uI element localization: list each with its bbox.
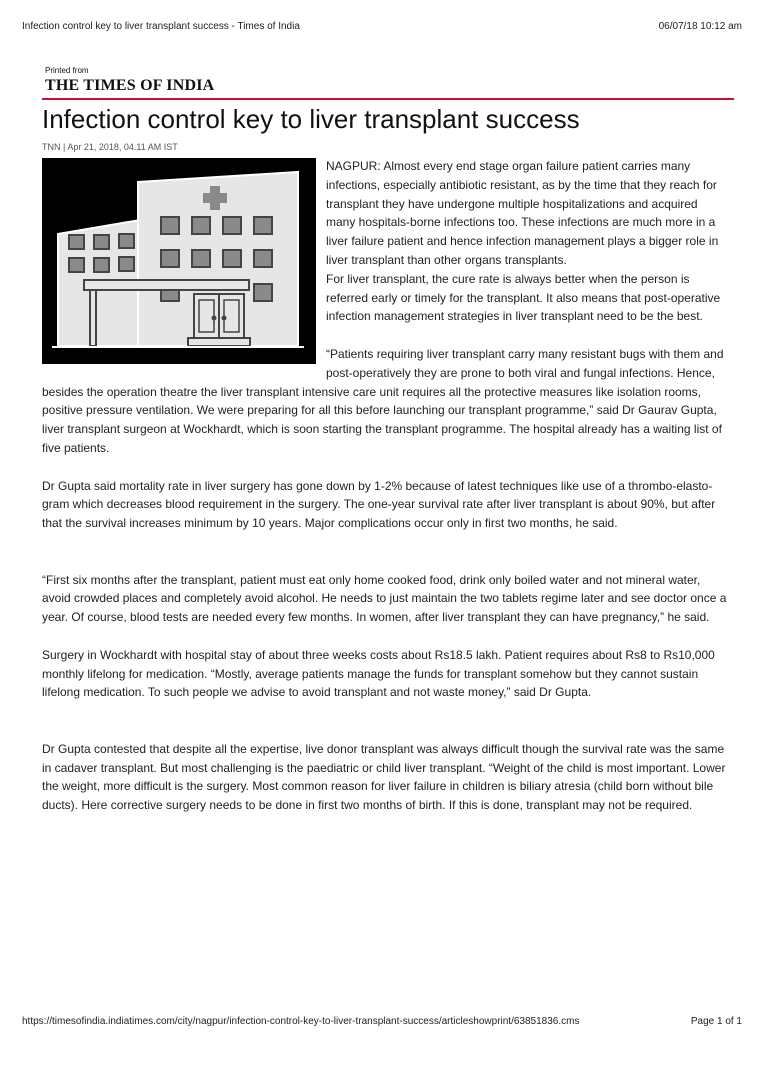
article-paragraph: NAGPUR: Almost every end stage organ failure patient carries many infections, especially antibiotic resistant, as by the time that they reach for transplant they have undergone multiple hospitalizations and acquired many hospitals-borne infections too. These infections are much more in a liver failure patient and hence infection management plays a bigger role in liver transplant than other organs transplants. <box>326 159 719 267</box>
article-body <box>42 157 728 815</box>
print-page-title: Infection control key to liver transplant success - Times of India <box>22 21 300 32</box>
article-paragraph: “First six months after the transplant, patient must eat only home cooked food, drink only boiled water and not mineral water, avoid crowded places and completely avoid alcohol. He needs to just maintain the two tablets regime later and see doctor once a year. Of course, blood tests are needed every few months. In women, after liver transplant they can have pregnancy,” he said. <box>42 572 727 625</box>
times-of-india-logo: THE TIMES OF INDIA <box>45 77 215 94</box>
printed-from-label: Printed from <box>45 66 89 75</box>
article-paragraph: Dr Gupta said mortality rate in liver surgery has gone down by 1-2% because of latest techniques like use of a thrombo-elasto-gram which decreases blood requirement in the surgery. The one-year survival rate after liver transplant is about 90%, but after that the survival increases minimum by 10 years. Major complications occur only in first two months, he said. <box>42 478 716 531</box>
article-byline: TNN | Apr 21, 2018, 04.11 AM IST <box>42 142 178 152</box>
article-url: https://timesofindia.indiatimes.com/city/nagpur/infection-control-key-to-liver-transplant-success/articleshowprint/63851836.cms <box>22 1016 580 1027</box>
article-paragraph: Surgery in Wockhardt with hospital stay of about three weeks costs about Rs18.5 lakh. Patient requires about Rs8 to Rs10,000 monthly lifelong for medication. “Mostly, average patients manage the funds for transplant somehow but they cannot sustain lifelong medication. To such people we advise to avoid transplant and not waste money,” said Dr Gupta. <box>42 647 715 700</box>
article-paragraph: For liver transplant, the cure rate is always better when the person is referred early or timely for the transplant. It also means that post-operative infection management strategies in liver transplant need to be the best. <box>326 271 721 324</box>
page-number: Page 1 of 1 <box>690 1016 742 1027</box>
article-headline: Infection control key to liver transplant success <box>42 104 580 134</box>
article-paragraph: “Patients requiring liver transplant carry many resistant bugs with them and post-operatively they are prone to both viral and fungal infections. Hence, besides the operation theatre the liver transplant intensive care unit requires all the protective measures like isolation rooms, positive pressure ventilation. We were preparing for all this before launching our transplant programme,” said Dr Gaurav Gupta, liver transplant surgeon at Wockhardt, which is soon starting the transplant programme. The hospital already has a waiting list of five patients. <box>42 346 724 455</box>
header-divider <box>42 98 734 100</box>
print-footer <box>22 1016 742 1030</box>
article-paragraph: Dr Gupta contested that despite all the expertise, live donor transplant was always difficult though the survival rate was the same in cadaver transplant. But most challenging is the paediatric or child liver transplant. “Weight of the child is most important. Lower the weight, more difficult is the surgery. Most common reason for liver failure in children is biliary atresia (child born without bile ducts). Here corrective surgery needs to be done in first two months of birth. If this is done, transplant may not be required. <box>42 741 726 813</box>
print-datetime: 06/07/18 10:12 am <box>658 21 742 32</box>
masthead <box>45 66 214 95</box>
print-header <box>22 21 742 35</box>
